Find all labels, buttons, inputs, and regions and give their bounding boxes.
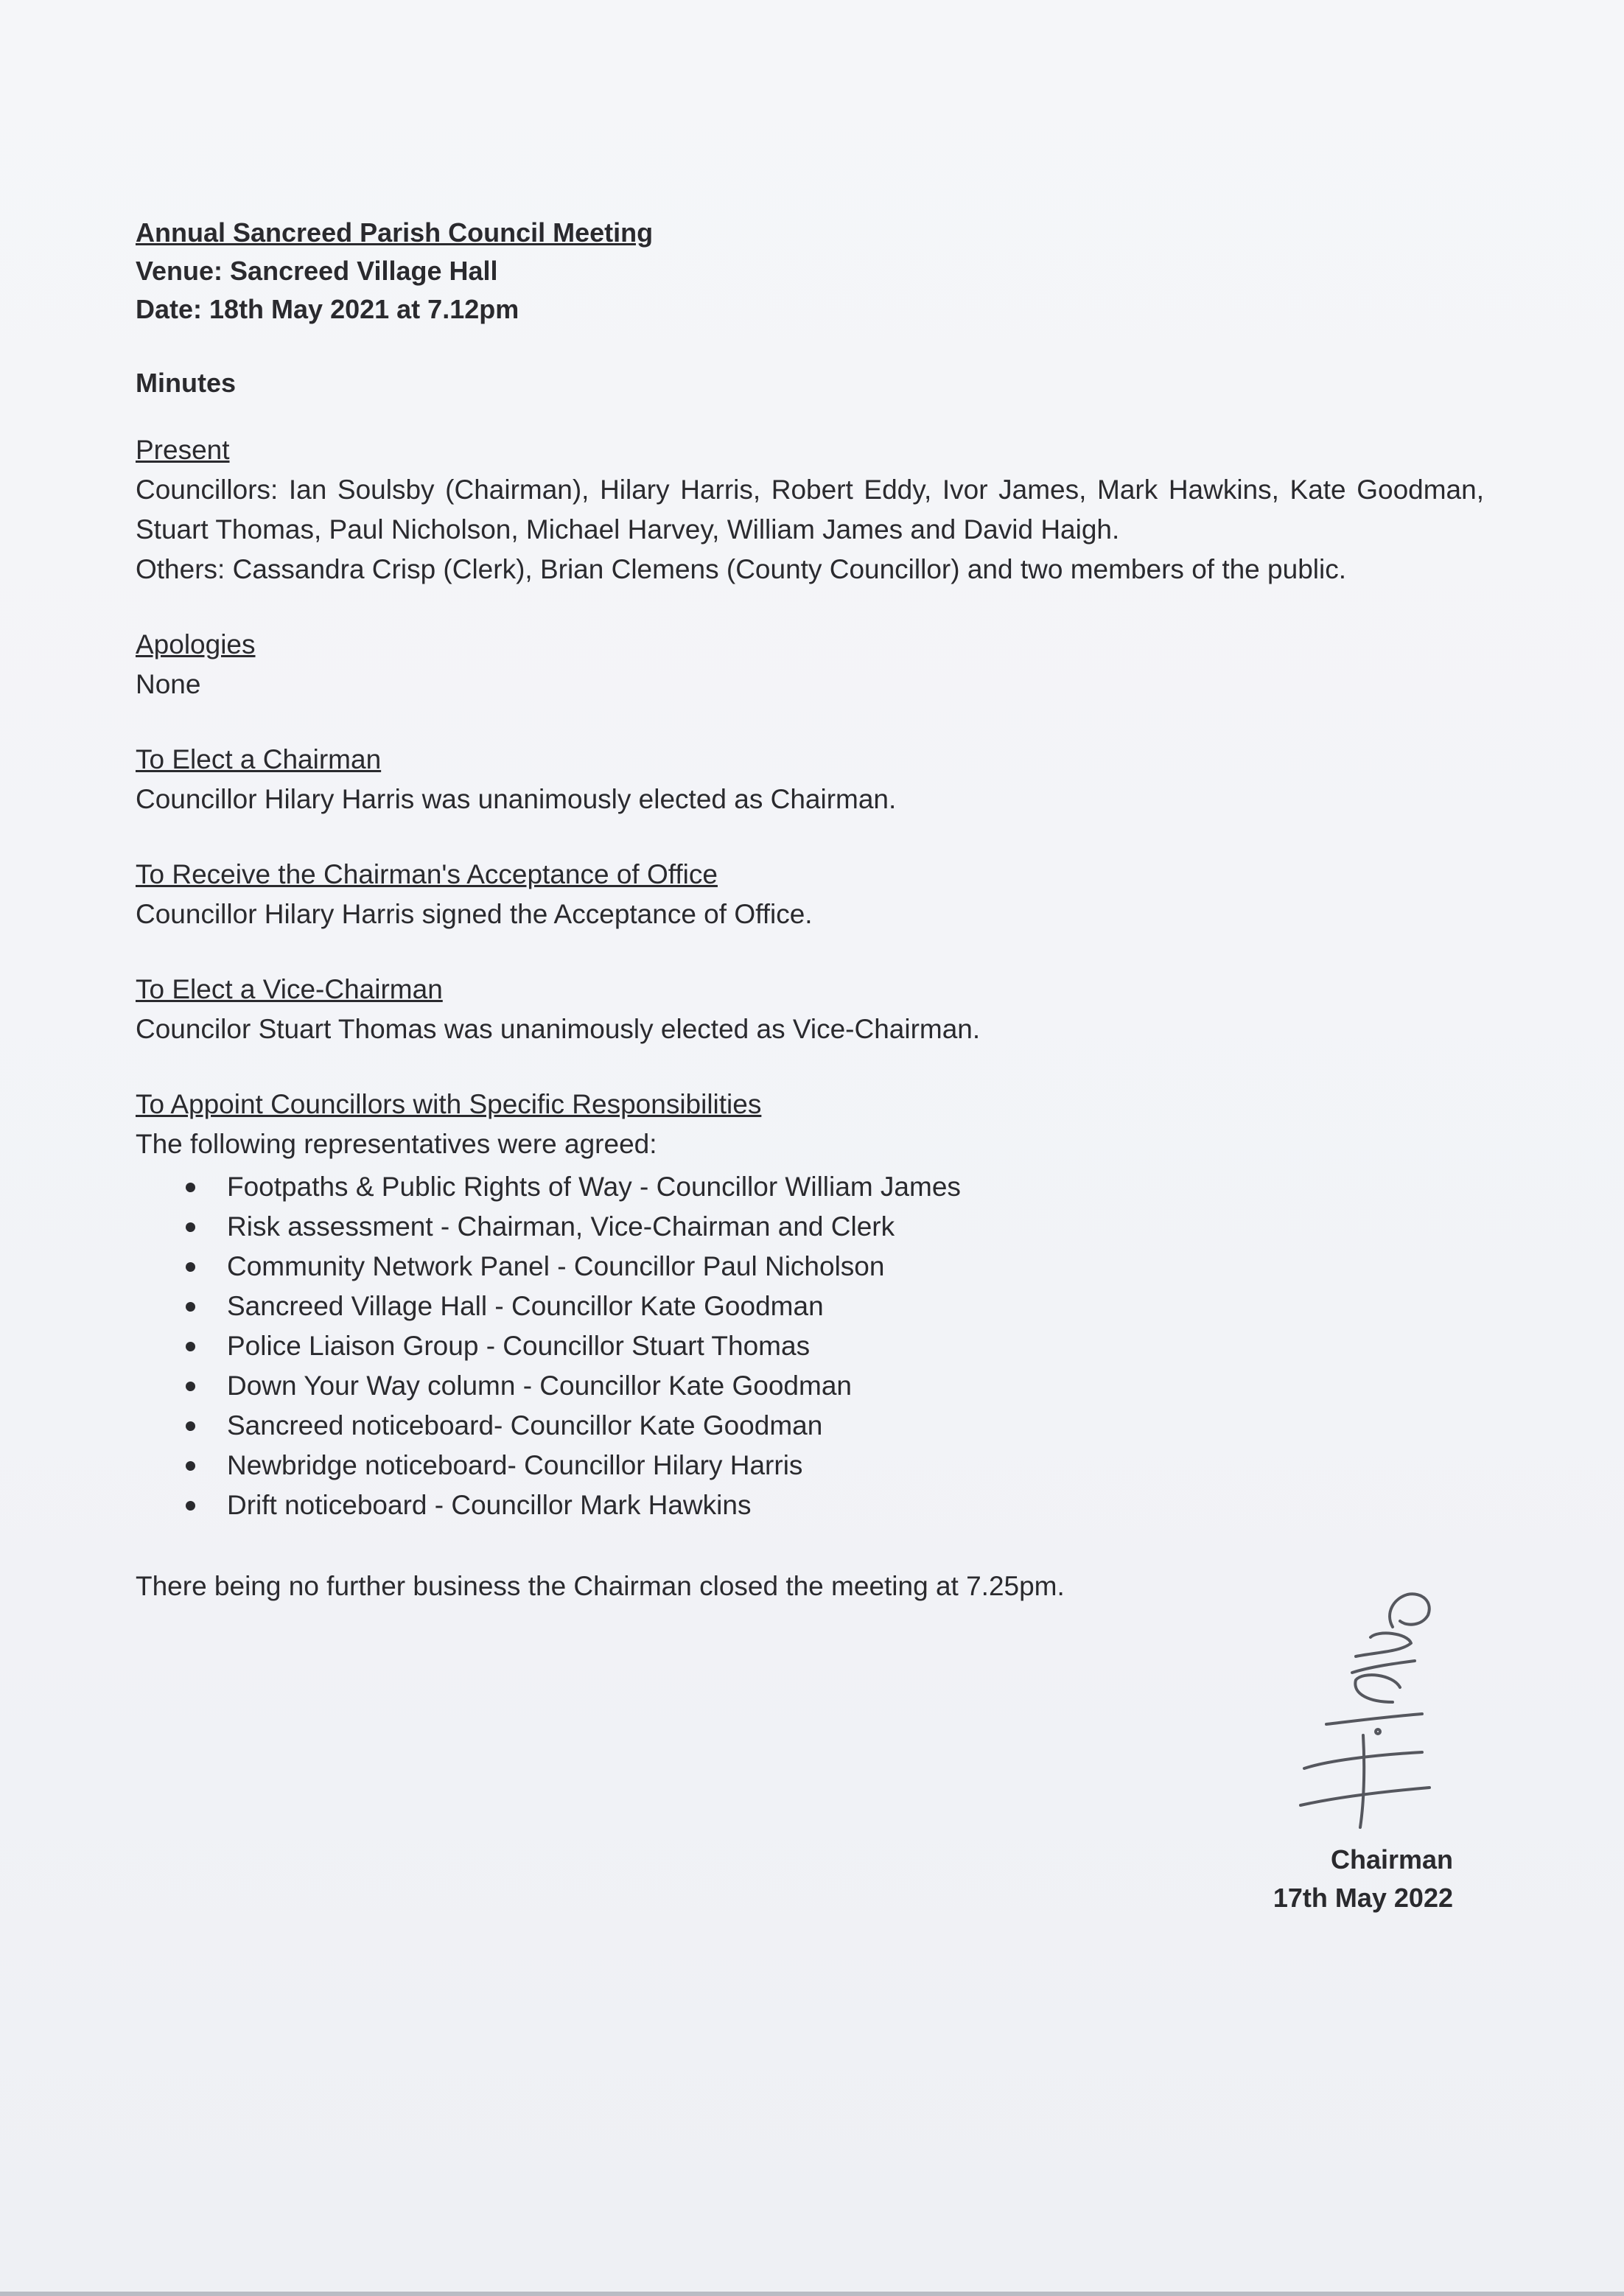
- present-others: Others: Cassandra Crisp (Clerk), Brian Clemens (County Councillor) and two members of the public.: [136, 554, 1346, 584]
- list-item: Newbridge noticeboard- Councillor Hilary Harris: [186, 1446, 1484, 1485]
- meeting-venue: Venue: Sancreed Village Hall: [136, 256, 498, 286]
- scan-edge: [0, 2292, 1624, 2296]
- representatives-list: [136, 1167, 1484, 1525]
- present-councillors: Councillors: Ian Soulsby (Chairman), Hilary Harris, Robert Eddy, Ivor James, Mark Hawkins, Kate Goodman, Stuart Thomas, Paul Nicholson, Michael Harvey, William James and David Haigh.: [136, 475, 1484, 545]
- list-item: Risk assessment - Chairman, Vice-Chairman and Clerk: [186, 1207, 1484, 1247]
- handwritten-signature: [1282, 1584, 1459, 1835]
- acceptance-section: [136, 855, 1484, 934]
- minutes-document: [136, 214, 1484, 1606]
- apologies-heading: Apologies: [136, 629, 256, 659]
- list-item: Police Liaison Group - Councillor Stuart Thomas: [186, 1326, 1484, 1366]
- minutes-heading: Minutes: [136, 368, 237, 398]
- responsibilities-section: [136, 1085, 1484, 1525]
- present-heading: Present: [136, 435, 230, 465]
- list-item: Sancreed Village Hall - Councillor Kate Goodman: [186, 1287, 1484, 1326]
- elect-chairman-section: [136, 740, 1484, 819]
- elect-chairman-heading: To Elect a Chairman: [136, 744, 382, 774]
- meeting-date: Date: 18th May 2021 at 7.12pm: [136, 294, 519, 324]
- list-item: Footpaths & Public Rights of Way - Councillor William James: [186, 1167, 1484, 1207]
- closing-statement: There being no further business the Chairman closed the meeting at 7.25pm.: [136, 1571, 1065, 1601]
- list-item: Sancreed noticeboard- Councillor Kate Goodman: [186, 1406, 1484, 1446]
- list-item: Community Network Panel - Councillor Paul Nicholson: [186, 1247, 1484, 1287]
- responsibilities-intro: The following representatives were agreed:: [136, 1129, 657, 1159]
- signoff-block: [1273, 1841, 1453, 1917]
- signoff-date: 17th May 2022: [1273, 1883, 1453, 1913]
- present-section: [136, 430, 1484, 589]
- acceptance-heading: To Receive the Chairman's Acceptance of Office: [136, 859, 718, 889]
- responsibilities-heading: To Appoint Councillors with Specific Responsibilities: [136, 1089, 762, 1119]
- elect-vice-body: Councilor Stuart Thomas was unanimously elected as Vice-Chairman.: [136, 1014, 981, 1044]
- apologies-body: None: [136, 669, 201, 699]
- apologies-section: [136, 625, 1484, 704]
- signoff-role: Chairman: [1330, 1844, 1453, 1875]
- elect-vice-section: [136, 970, 1484, 1049]
- elect-chairman-body: Councillor Hilary Harris was unanimously elected as Chairman.: [136, 784, 897, 814]
- list-item: Down Your Way column - Councillor Kate Goodman: [186, 1366, 1484, 1406]
- meeting-title: Annual Sancreed Parish Council Meeting: [136, 217, 654, 248]
- elect-vice-heading: To Elect a Vice-Chairman: [136, 974, 443, 1004]
- acceptance-body: Councillor Hilary Harris signed the Acceptance of Office.: [136, 899, 813, 929]
- list-item: Drift noticeboard - Councillor Mark Hawkins: [186, 1485, 1484, 1525]
